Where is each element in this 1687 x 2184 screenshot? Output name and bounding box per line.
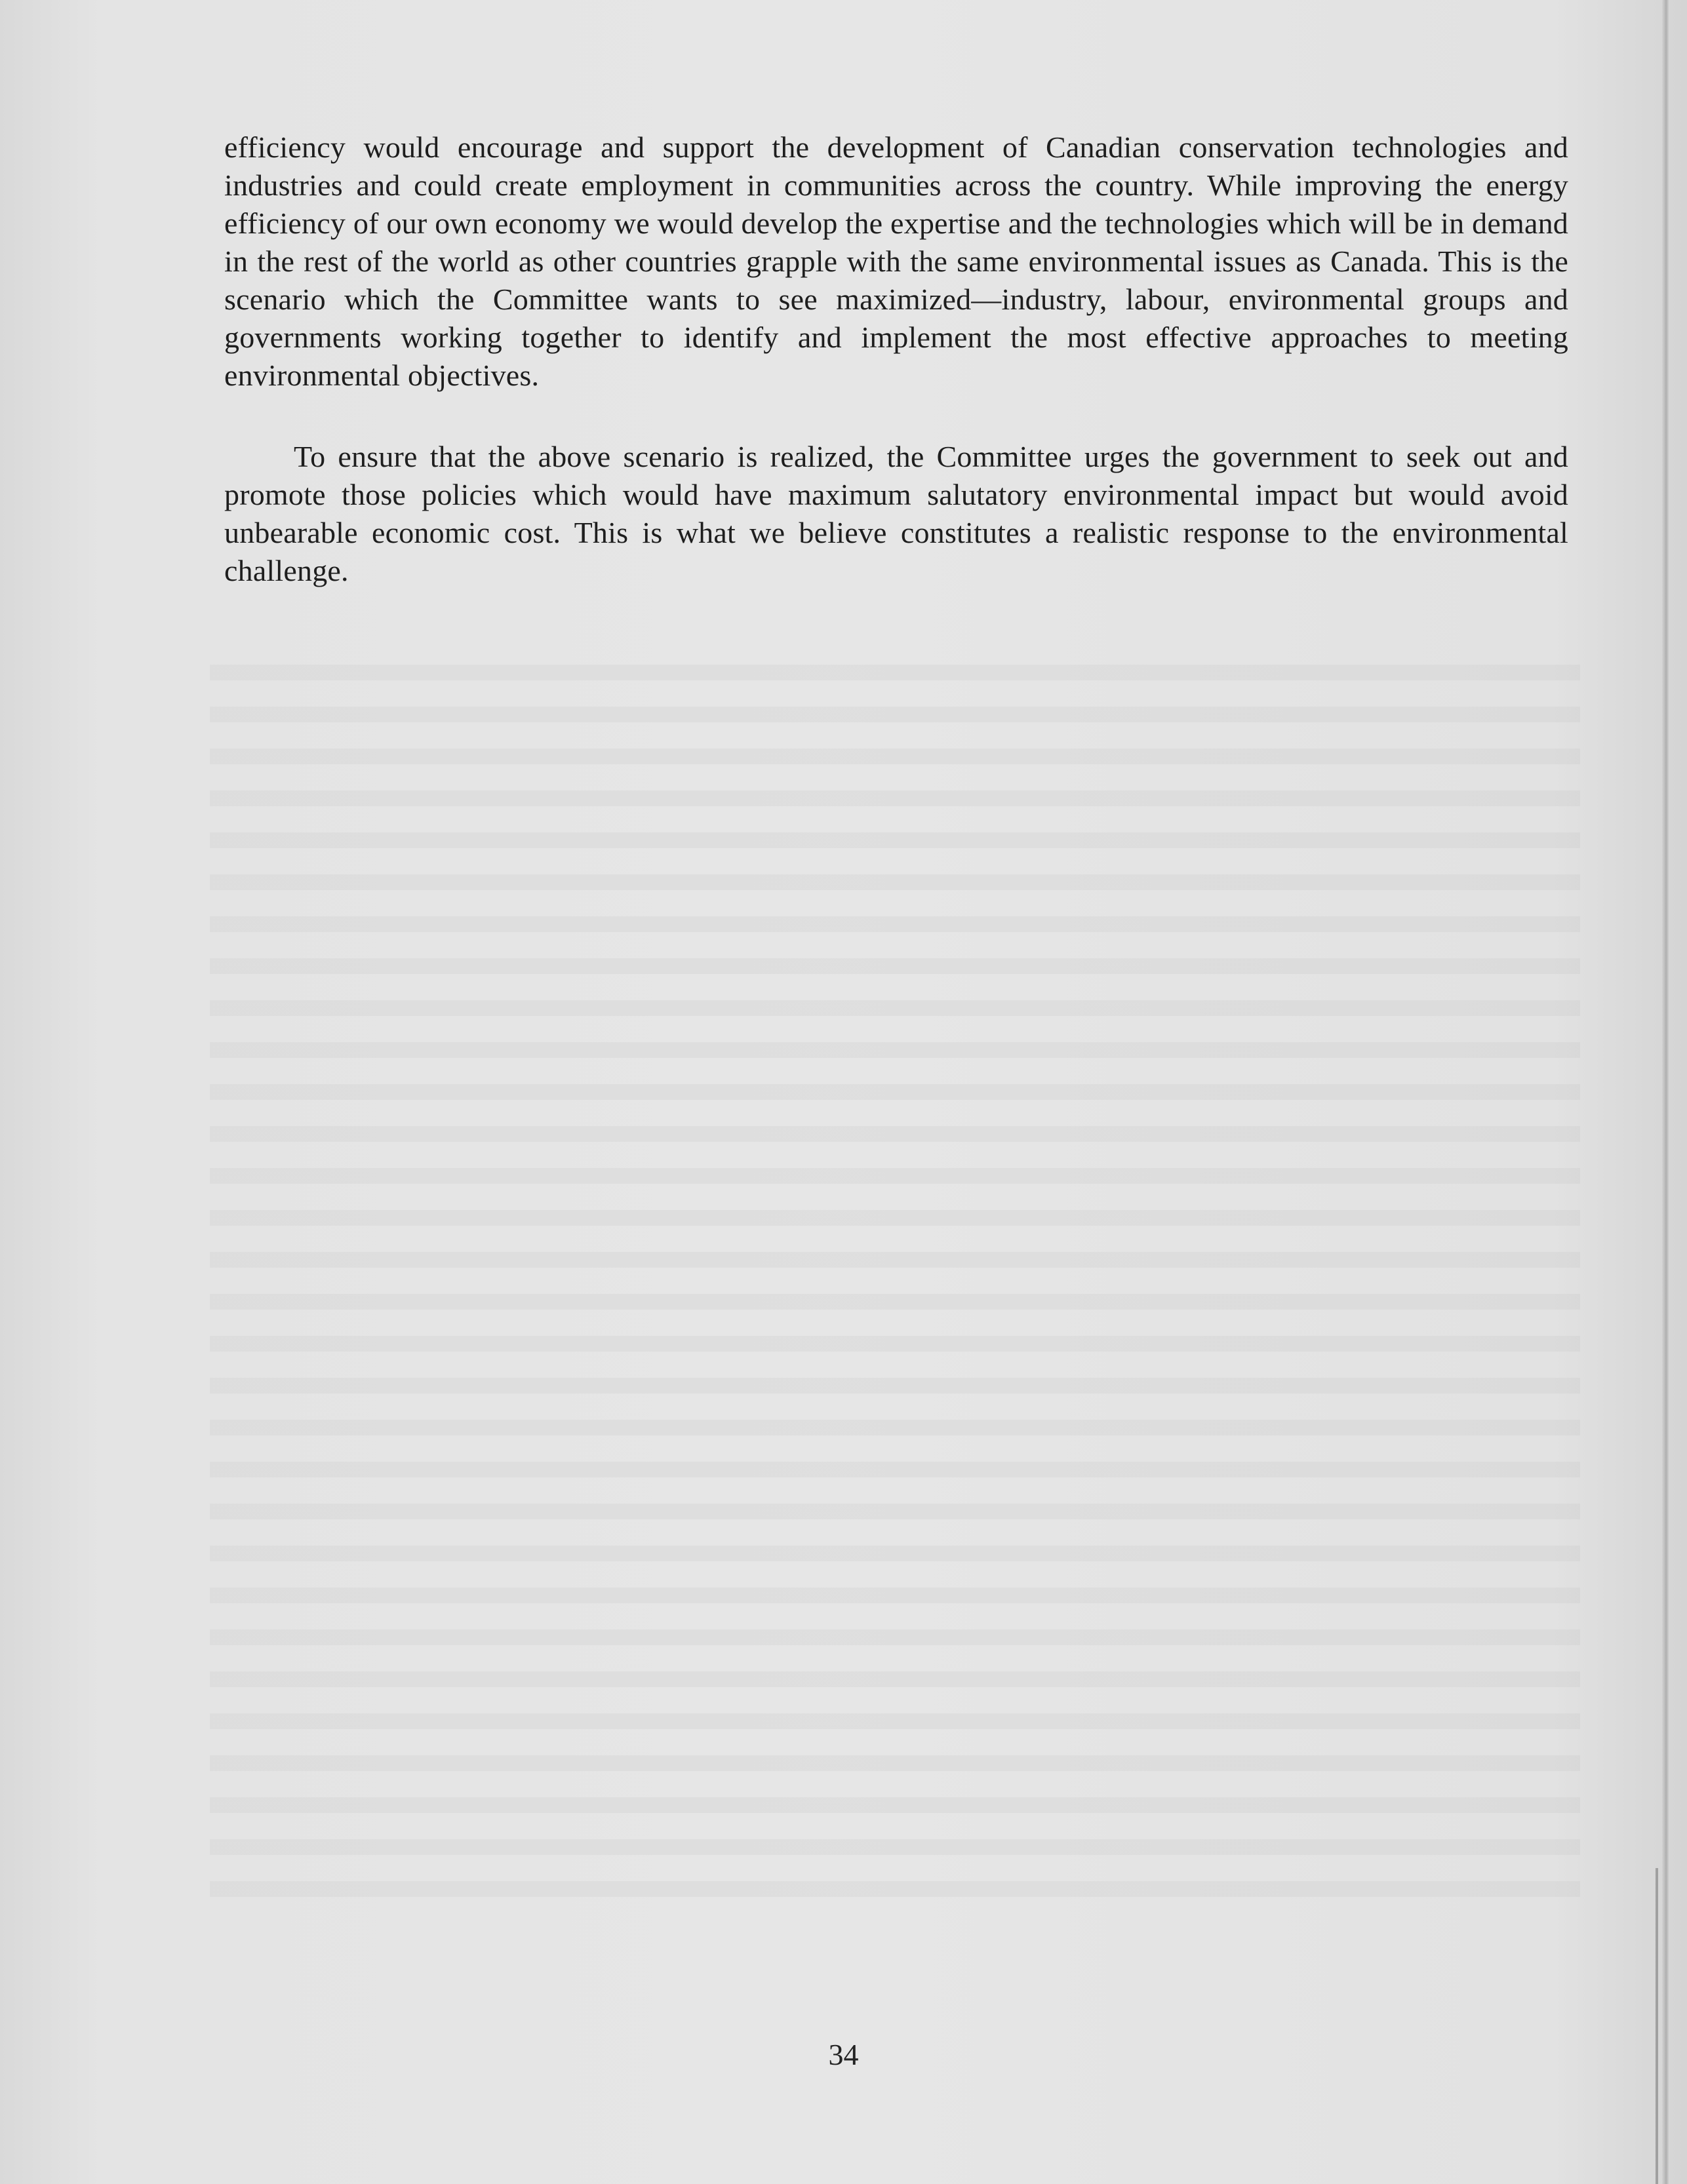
body-text: [224, 128, 1568, 590]
page-number: 34: [828, 2038, 859, 2071]
show-through-text: [210, 642, 1580, 1921]
paragraph-1: efficiency would encourage and support the development of Canadian conservation technologies and industries and could create employment in communities across the country. While improving the energy efficiency of our own economy we would develop the expertise and the technologies which will be in demand in the rest of the world as other countries grapple with the same environmental issues as Canada. This is the scenario which the Committee wants to see maximized—industry, labour, environmental groups and governments working together to identify and implement the most effective approaches to meeting environmental objectives.: [224, 130, 1568, 392]
binding-shadow: [1656, 1868, 1658, 2184]
paragraph-2: To ensure that the above scenario is realized, the Committee urges the government to seek out and promote those policies which would have maximum salutatory environmental impact but would avoid unbearable economic cost. This is what we believe constitutes a realistic response to the environmental challenge.: [224, 440, 1568, 587]
binding-edge: [1662, 0, 1669, 2184]
